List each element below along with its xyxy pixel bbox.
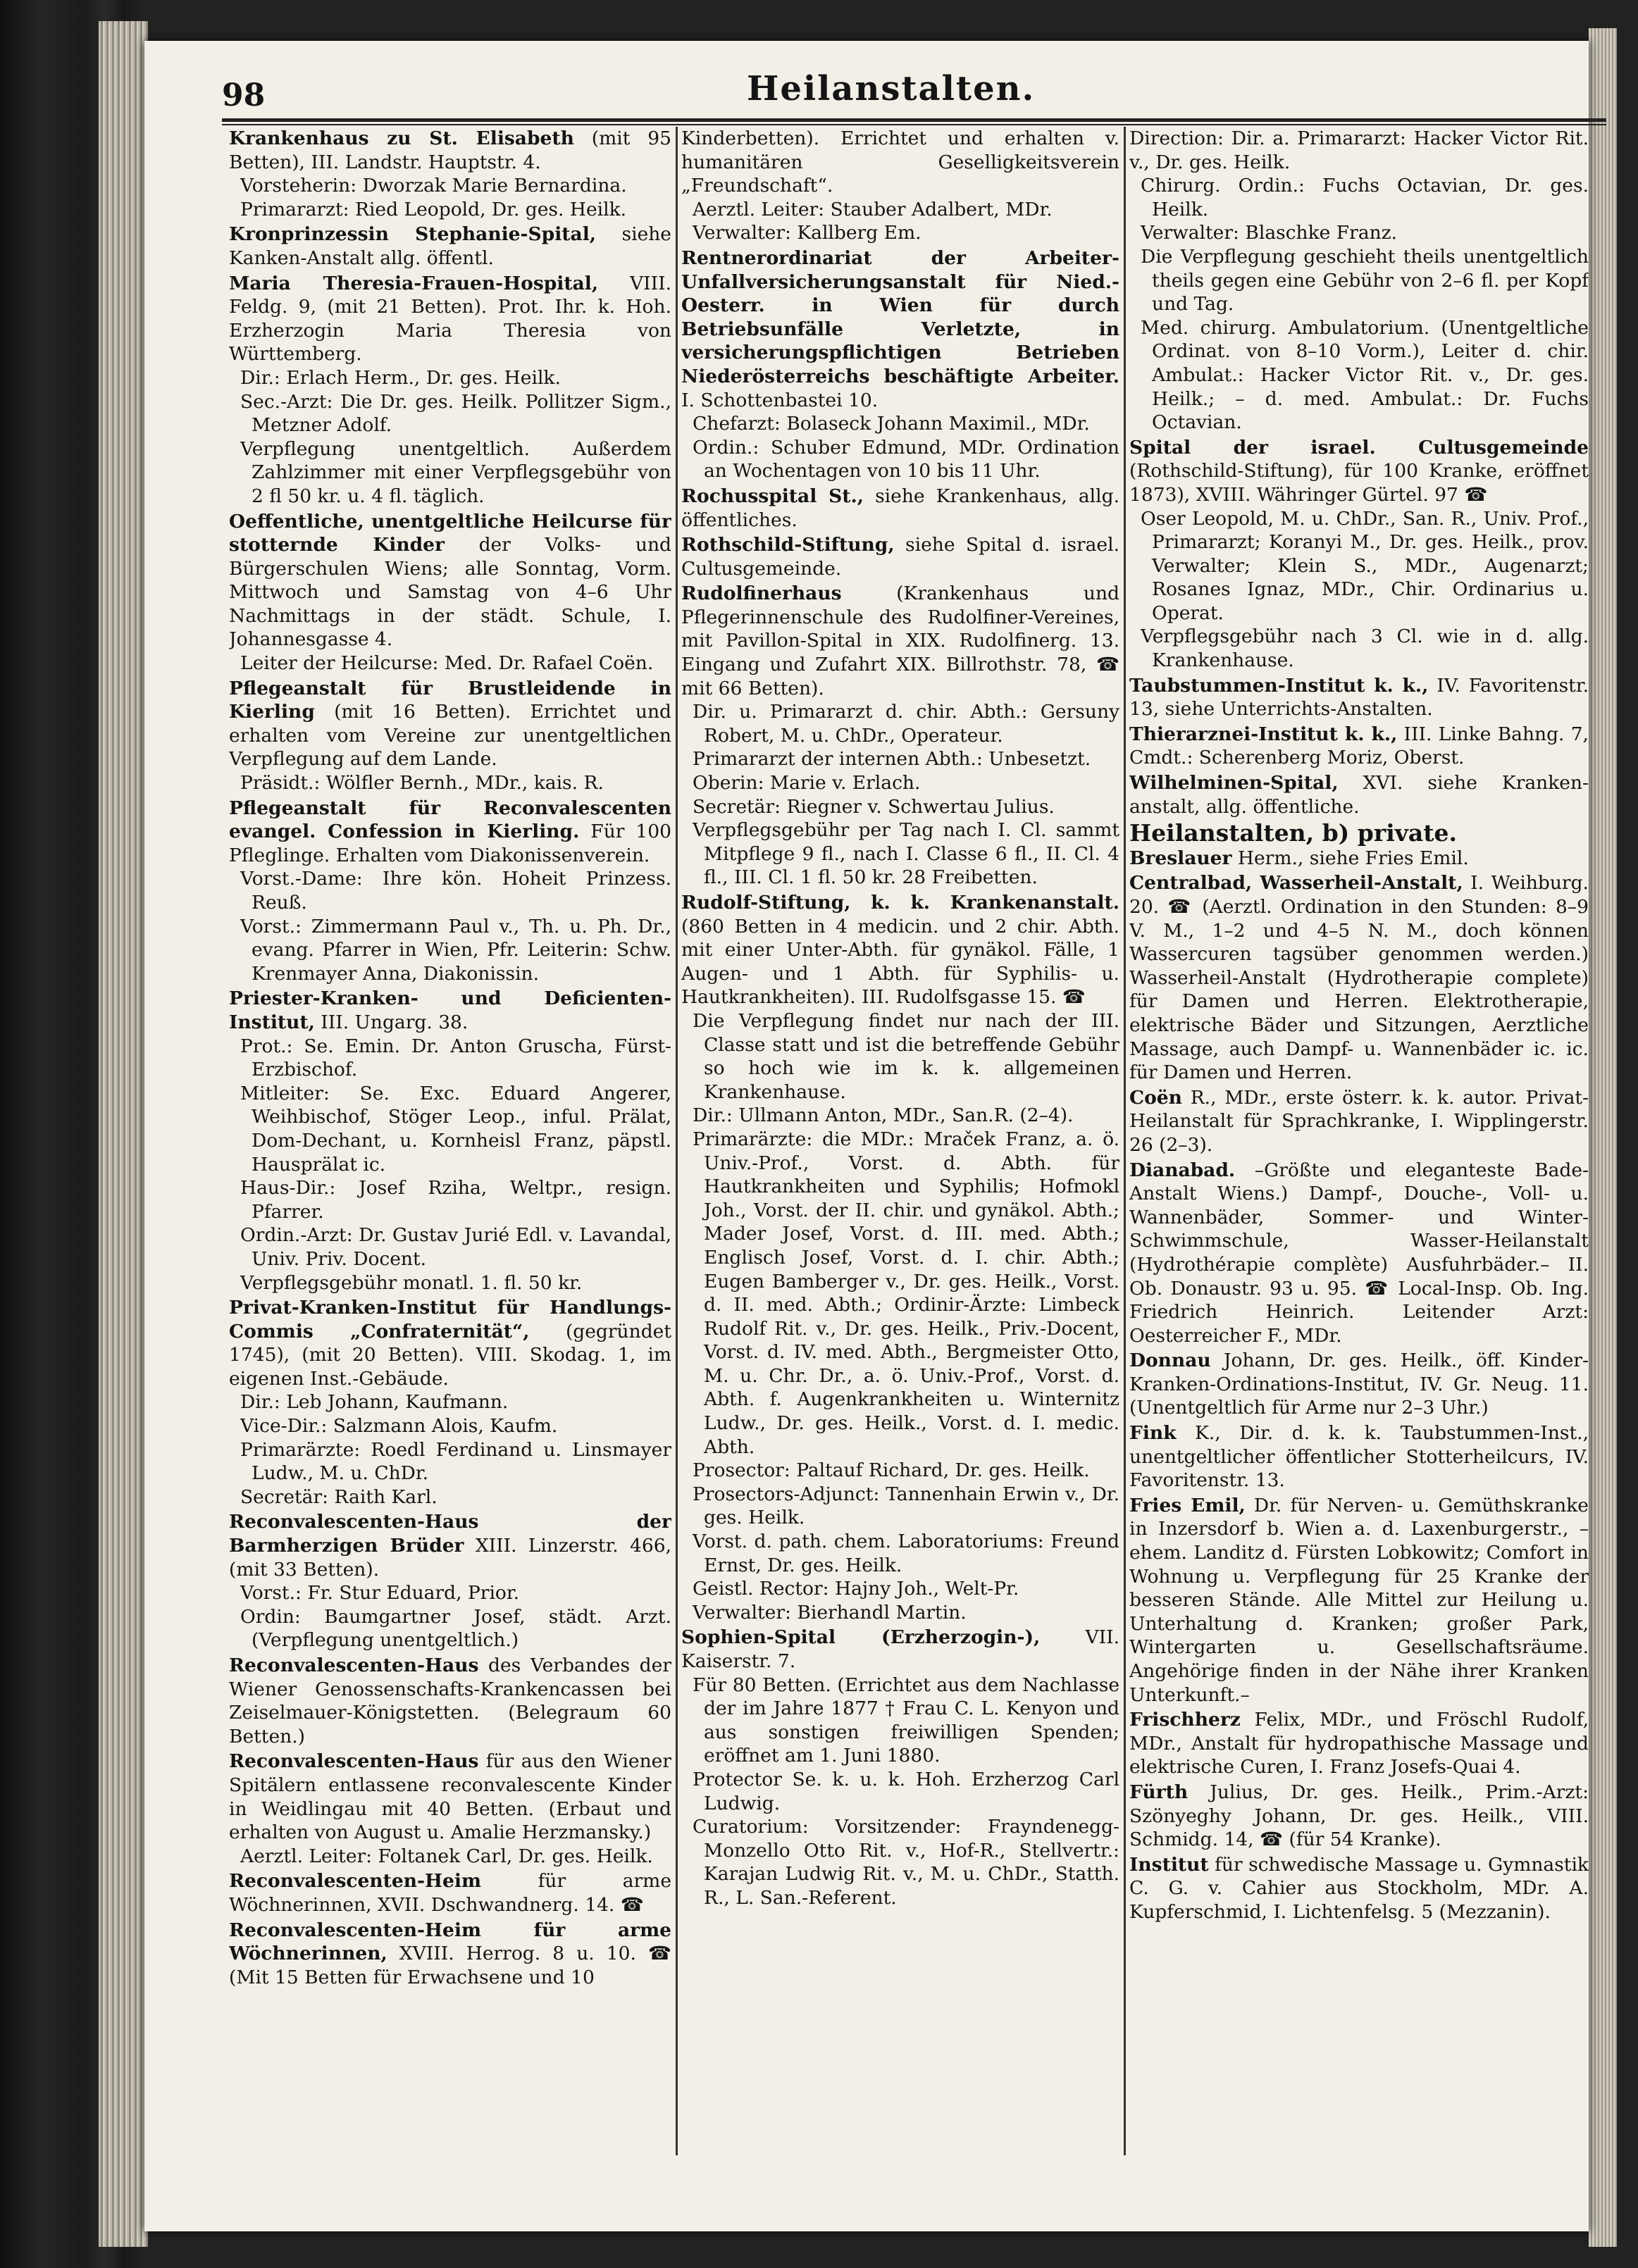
entry-headword: Fürth <box>1129 1781 1189 1803</box>
entry-detail-line: Secretär: Raith Karl. <box>240 1485 438 1508</box>
entry-headword: Dianabad. <box>1129 1159 1236 1181</box>
entry-headword: Oeffentliche, unentgeltliche Heilcurse für stotternde Kinder <box>229 510 671 556</box>
entry-detail-line: Oberin: Marie v. Erlach. <box>693 772 921 795</box>
directory-entry <box>1129 436 1589 673</box>
entry-text: Kinderbetten). Errichtet und erhalten v. humanitären Geselligkeitsverein „Freundschaft“. <box>681 127 1119 197</box>
header-rule <box>222 118 1606 125</box>
directory-entry <box>1129 1349 1589 1420</box>
entry-detail-line: Chefarzt: Bolaseck Johann Maximil., MDr. <box>693 413 1090 435</box>
entry-detail-line: Die Verpflegung findet nur nach der III. Classe statt und ist die betreffende Gebühr so hoch wie im k. k. allgemeinen Krankenhause. <box>693 1009 1119 1103</box>
entry-text: siehe Kanken-Anstalt allg. öffentl. <box>229 223 671 269</box>
entry-detail-line: Oser Leopold, M. u. ChDr., San. R., Univ. Prof., Primararzt; Koranyi M., Dr. ges. Heilk., prov. Verwalter; Klein S., MDr., Augenarzt; Rosanes Ignaz, MDr., Chir. Ordinarius u. Operat. <box>1141 507 1589 624</box>
directory-entry <box>229 1654 671 1748</box>
directory-entry <box>1129 1708 1589 1779</box>
directory-entry <box>1129 1159 1589 1348</box>
directory-entry <box>229 1296 671 1509</box>
directory-entry <box>681 891 1119 1624</box>
entry-headword: Thierarznei-Institut k. k., <box>1129 723 1398 745</box>
directory-entry <box>229 1750 671 1868</box>
entry-detail-line: Primararzt der internen Abth.: Unbesetzt. <box>693 748 1091 771</box>
directory-entry <box>1129 1421 1589 1493</box>
entry-detail-line: Prosector: Paltauf Richard, Dr. ges. Heilk. <box>693 1459 1090 1482</box>
entry-headword: Reconvalescenten-Heim <box>229 1870 482 1893</box>
entry-detail-line: Ordin.: Schuber Edmund, MDr. Ordination an Wochentagen von 10 bis 11 Uhr. <box>693 436 1119 482</box>
directory-entry <box>1129 723 1589 770</box>
directory-entry <box>681 582 1119 890</box>
directory-entry <box>229 1919 671 1990</box>
entry-detail-line: Dir.: Ullmann Anton, MDr., San.R. (2–4). <box>693 1104 1074 1127</box>
entry-detail-line: Med. chirurg. Ambulatorium. (Unentgeltliche Ordinat. von 8–10 Vorm.), Leiter d. chir. Ambulat.: Hacker Victor Rit. v., Dr. ges. Heilk.; – d. med. Ambulat.: Dr. Fuchs Octavian. <box>1141 316 1589 434</box>
entry-text: III. Linke Bahng. 7, Cmdt.: Scherenberg Moriz, Oberst. <box>1129 723 1589 769</box>
entry-detail-line: Secretär: Riegner v. Schwertau Julius. <box>693 795 1055 818</box>
directory-entry <box>229 1510 671 1652</box>
entry-detail-line: Präsidt.: Wölfler Bernh., MDr., kais. R. <box>240 772 604 795</box>
entry-text: (mit 95 Betten), III. Landstr. Hauptstr. 4. <box>229 127 671 173</box>
directory-entry <box>229 127 671 221</box>
directory-entry <box>1129 1494 1589 1707</box>
entry-headword: Taubstummen-Institut k. k., <box>1129 674 1429 697</box>
entry-text: I. Weihburg. 20. ☎ (Aerztl. Ordination in den Stunden: 8–9 V. M., 1–2 und 4–5 N. M., doch können Wassercuren tagsüber genommen werden.) Wasserheil-Anstalt (Hydrotherapie complete) für Damen und Herren. Elektrotherapie, elektrische Bäder und Sitzungen, Aerztliche Massage, auch Dampf- u. Wannenbäder ic. ic. für Damen und Herren. <box>1129 872 1589 1084</box>
directory-entry <box>229 1869 671 1917</box>
entry-detail-line: Vorst.-Dame: Ihre kön. Hoheit Prinzess. Reuß. <box>240 868 671 914</box>
entry-detail-line: Aerztl. Leiter: Stauber Adalbert, MDr. <box>693 198 1053 220</box>
entry-text: VIII. Feldg. 9, (mit 21 Betten). Prot. Ihr. k. Hoh. Erzherzogin Maria Theresia von Württemberg. <box>229 272 671 366</box>
column-rule <box>1124 127 1126 2155</box>
text-column-1 <box>229 127 671 2162</box>
directory-entry <box>1129 1853 1589 1924</box>
entry-text: (Krankenhaus und Pflegerinnenschule des Rudolfiner-Vereines, mit Pavillon-Spital in XIX. Rudolfinerg. 13. Eingang und Zufahrt XIX. Billrothstr. 78, ☎ mit 66 Betten). <box>681 582 1119 699</box>
directory-entry <box>1129 1781 1589 1852</box>
text-column-2 <box>681 127 1119 2162</box>
directory-entry <box>1129 674 1589 721</box>
entry-detail-line: Vorst.: Zimmermann Paul v., Th. u. Ph. Dr., evang. Pfarrer in Wien, Pfr. Leiterin: Schw. Krenmayer Anna, Diakonissin. <box>240 915 671 985</box>
entry-headword: Rochusspital St., <box>681 485 864 507</box>
entry-headword: Donnau <box>1129 1350 1211 1372</box>
entry-headword: Spital der israel. Cultusgemeinde <box>1129 436 1589 459</box>
entry-detail-line: Ordin.-Arzt: Dr. Gustav Jurié Edl. v. Lavandal, Univ. Priv. Docent. <box>240 1224 671 1270</box>
entry-text: XVIII. Herrog. 8 u. 10. ☎ (Mit 15 Betten für Erwachsene und 10 <box>229 1943 671 1988</box>
directory-entry <box>681 127 1119 245</box>
entry-headword: Centralbad, Wasserheil-Anstalt, <box>1129 872 1463 895</box>
directory-entry <box>681 485 1119 532</box>
entry-headword: Krankenhaus zu St. Elisabeth <box>229 127 574 149</box>
entry-headword: Sophien-Spital (Erzherzogin-), <box>681 1626 1041 1649</box>
entry-detail-line: Verwalter: Kallberg Em. <box>693 222 922 244</box>
entry-headword: Reconvalescenten-Haus der Barmherzigen Brüder <box>229 1511 671 1557</box>
entry-text: Direction: Dir. a. Primararzt: Hacker Victor Rit. v., Dr. ges. Heilk. <box>1129 127 1589 173</box>
entry-text: (Rothschild-Stiftung), für 100 Kranke, eröffnet 1873), XVIII. Währinger Gürtel. 97 ☎ <box>1129 460 1589 506</box>
entry-detail-line: Mitleiter: Se. Exc. Eduard Angerer, Weihbischof, Stöger Leop., inful. Prälat, Dom-Dechant, u. Kornheisl Franz, päpstl. Hausprälat ic. <box>240 1082 671 1176</box>
entry-detail-line: Primarärzte: Roedl Ferdinand u. Linsmayer Ludw., M. u. ChDr. <box>240 1438 671 1485</box>
entry-detail-line: Verwalter: Bierhandl Martin. <box>693 1601 967 1624</box>
entry-headword: Institut <box>1129 1853 1209 1876</box>
entry-text: III. Ungarg. 38. <box>314 1011 469 1033</box>
entry-headword: Frischherz <box>1129 1709 1241 1731</box>
entry-detail-line: Chirurg. Ordin.: Fuchs Octavian, Dr. ges. Heilk. <box>1141 175 1589 220</box>
entry-text: für schwedische Massage u. Gymnastik C. G. v. Cahier aus Stockholm, MDr. A. Kupferschmid, I. Lichtenfelsg. 5 (Mezzanin). <box>1129 1853 1589 1923</box>
entry-text: der Volks- und Bürgerschulen Wiens; alle Sonntag, Vorm. Mittwoch und Samstag von 4–6 Uhr Nachmittags in der städt. Schule, I. Johannesgasse 4. <box>229 534 671 651</box>
entry-detail-line: Protector Se. k. u. k. Hoh. Erzherzog Carl Ludwig. <box>693 1768 1119 1814</box>
entry-text: I. Schottenbastei 10. <box>681 389 879 411</box>
entry-detail-line: Vice-Dir.: Salzmann Alois, Kaufm. <box>240 1415 558 1438</box>
section-title: Heilanstalten, b) private. <box>1129 819 1458 847</box>
section-heading <box>1129 821 1589 845</box>
entry-detail-line: Dir.: Leb Johann, Kaufmann. <box>240 1391 509 1414</box>
entry-text: R., MDr., erste österr. k. k. autor. Privat-Heilanstalt für Sprachkranke, I. Wipplingerstr. 26 (2–3). <box>1129 1086 1589 1156</box>
entry-headword: Reconvalescenten-Haus <box>229 1655 479 1676</box>
entry-text: VII. Kaiserstr. 7. <box>681 1626 1119 1672</box>
entry-headword: Rudolf-Stiftung, k. k. Krankenanstalt. <box>681 892 1119 914</box>
entry-detail-line: Verwalter: Blaschke Franz. <box>1141 222 1398 244</box>
entry-text: Felix, MDr., und Fröschl Rudolf, MDr., Anstalt für hydropathische Massage und elektrische Curen, I. Franz Josefs-Quai 4. <box>1129 1709 1589 1778</box>
directory-entry <box>681 533 1119 580</box>
entry-text: IV. Favoritenstr. 13, siehe Unterrichts-Anstalten. <box>1129 674 1589 721</box>
book-page-edges-right <box>1589 28 1617 2247</box>
entry-detail-line: Verpflegsgebühr per Tag nach I. Cl. sammt Mitpflege 9 fl., nach I. Classe 6 fl., II. Cl. 4 fl., III. Cl. 1 fl. 50 kr. 28 Freibetten. <box>693 819 1119 889</box>
directory-entry <box>1129 847 1589 871</box>
entry-detail-line: Primarärzte: die MDr.: Mraček Franz, a. ö. Univ.-Prof., Vorst. d. Abth. für Hautkrankheiten und Syphilis; Hofmokl Joh., Vorst. der II. chir. und gynäkol. Abth.; Mader Josef, Vorst. d. III. med. Abth.; Englisch Josef, Vorst. d. I. chir. Abth.; Eugen Bamberger v., Dr. ges. Heilk., Vorst. d. II. med. Abth.; Ordinir-Ärzte: Limbeck Rudolf Rit. v., Dr. ges. Heilk., Priv.-Docent, Vorst. d. IV. med. Abth., Bergmeister Otto, M. u. Chr. Dr., a. ö. Univ.-Prof., Vorst. d. Abth. f. Augenkrankheiten u. Winternitz Ludw., Dr. ges. Heilk., Vorst. d. I. medic. Abth. <box>693 1128 1119 1458</box>
entry-text: –Größte und eleganteste Bade-Anstalt Wiens.) Dampf-, Douche-, Voll- u. Wannenbäder, Sommer- und Winter-Schwimmschule, Wasser-Heilanstalt (Hydrothérapie complète) Ausfuhrbäder.– II. Ob. Donaustr. 93 u. 95. ☎ Local-Insp. Ob. Ing. Friedrich Heinrich. Leitender Arzt: Oesterreicher F., MDr. <box>1129 1159 1589 1347</box>
entry-text: des Verbandes der Wiener Genossenschafts-Krankencassen bei Zeiselmauer-Königstetten. (Belegraum 60 Betten.) <box>229 1655 671 1747</box>
running-head: Heilanstalten. <box>747 69 1036 108</box>
entry-text: Herm., siehe Fries Emil. <box>1231 847 1469 869</box>
entry-headword: Maria Theresia-Frauen-Hospital, <box>229 272 599 294</box>
directory-entry <box>1129 771 1589 818</box>
text-column-3 <box>1129 127 1589 2162</box>
entry-detail-line: Prot.: Se. Emin. Dr. Anton Gruscha, Fürst-Erzbischof. <box>240 1035 671 1081</box>
entry-headword: Priester-Kranken- und Deficienten-Institut, <box>229 987 671 1033</box>
entry-text: (860 Betten in 4 medicin. und 2 chir. Abth. mit einer Unter-Abth. für gynäkol. Fälle, 1 Augen- und 1 Abth. für Syphilis- u. Hautkrankheiten). III. Rudolfsgasse 15. ☎ <box>681 915 1119 1009</box>
entry-detail-line: Für 80 Betten. (Errichtet aus dem Nachlasse der im Jahre 1877 † Frau C. L. Kenyon und aus sonstigen freiwilligen Spenden; eröffnet am 1. Juni 1880. <box>693 1674 1119 1767</box>
page-number: 98 <box>222 77 266 113</box>
entry-headword: Wilhelminen-Spital, <box>1129 772 1339 795</box>
entry-detail-line: Verpflegsgebühr monatl. 1. fl. 50 kr. <box>240 1271 583 1294</box>
book-page-edges <box>99 21 148 2247</box>
directory-entry <box>229 797 671 986</box>
directory-entry <box>229 677 671 795</box>
entry-headword: Pflegeanstalt für Reconvalescenten evangel. Confession in Kierling. <box>229 797 671 843</box>
entry-detail-line: Aerztl. Leiter: Foltanek Carl, Dr. ges. Heilk. <box>240 1845 653 1867</box>
entry-detail-line: Die Verpflegung geschieht theils unentgeltlich theils gegen eine Gebühr von 2–6 fl. per Kopf und Tag. <box>1141 245 1589 316</box>
entry-headword: Pflegeanstalt für Brustleidende in Kierling <box>229 677 671 723</box>
entry-text: für aus den Wiener Spitälern entlassene reconvalescente Kinder in Weidlingau mit 40 Betten. (Erbaut und erhalten von August u. Amalie Herzmansky.) <box>229 1750 671 1844</box>
entry-headword: Rothschild-Stiftung, <box>681 534 895 556</box>
entry-headword: Rentnerordinariat der Arbeiter-Unfallversicherungsanstalt für Nied.-Oesterr. in Wien für durch Betriebsunfälle Verletzte, in versicherungspflichtigen Betrieben Niederösterreichs beschäftigte Arbeiter. <box>681 247 1119 387</box>
entry-text: (mit 16 Betten). Errichtet und erhalten vom Vereine zur unentgeltlichen Verpflegung auf dem Lande. <box>229 701 671 771</box>
entry-text: für arme Wöchnerinnen, XVII. Dschwandnerg. 14. ☎ <box>229 1870 671 1916</box>
entry-detail-line: Haus-Dir.: Josef Rziha, Weltpr., resign. Pfarrer. <box>240 1177 671 1223</box>
directory-entry <box>1129 127 1589 435</box>
entry-headword: Reconvalescenten-Heim für arme Wöchnerinnen, <box>229 1919 671 1965</box>
entry-detail-line: Vorst. d. path. chem. Laboratoriums: Freund Ernst, Dr. ges. Heilk. <box>693 1531 1119 1576</box>
entry-detail-line: Verpflegung unentgeltlich. Außerdem Zahlzimmer mit einer Verpflegsgebühr von 2 fl 50 kr. u. 4 fl. täglich. <box>240 437 671 507</box>
entry-detail-line: Ordin: Baumgartner Josef, städt. Arzt. (Verpflegung unentgeltlich.) <box>240 1605 671 1652</box>
entry-headword: Rudolfinerhaus <box>681 582 842 605</box>
directory-entry <box>1129 871 1589 1084</box>
entry-text: (gegründet 1745), (mit 20 Betten). VIII. Skodag. 1, im eigenen Inst.-Gebäude. <box>229 1320 671 1390</box>
entry-detail-line: Geistl. Rector: Hajny Joh., Welt-Pr. <box>693 1578 1019 1600</box>
entry-detail-line: Curatorium: Vorsitzender: Frayndenegg-Monzello Otto Rit. v., Hof-R., Stellvertr.: Karajan Ludwig Rit. v., M. u. ChDr., Statth. R., L. San.-Referent. <box>693 1816 1119 1909</box>
directory-entry <box>681 247 1119 483</box>
entry-detail-line: Vorst.: Fr. Stur Eduard, Prior. <box>240 1582 520 1605</box>
entry-text: Johann, Dr. ges. Heilk., öff. Kinder-Kranken-Ordinations-Institut, IV. Gr. Neug. 11. (Unentgeltlich für Arme nur 2–3 Uhr.) <box>1129 1350 1589 1419</box>
entry-headword: Fink <box>1129 1422 1177 1445</box>
entry-text: XIII. Linzerstr. 466, (mit 33 Betten). <box>229 1535 671 1581</box>
entry-text: Dr. für Nerven- u. Gemüthskranke in Inzersdorf b. Wien a. d. Laxenburgerstr., –ehem. Landitz d. Fürsten Lobkowitz; Comfort in Wohnung u. Verpflegung für 25 Kranke der besseren Stände. Alle Mittel zur Heilung u. Unterhaltung d. Kranken; großer Park, Wintergarten u. Gesellschaftsräume. Angehörige finden in der Nähe ihrer Kranken Unterkunft.– <box>1129 1494 1589 1706</box>
directory-entry <box>1129 1086 1589 1157</box>
directory-entry <box>229 510 671 675</box>
directory-entry <box>229 223 671 270</box>
entry-text: XVI. siehe Kranken-anstalt, allg. öffentliche. <box>1129 772 1589 818</box>
entry-text: siehe Krankenhaus, allg. öffentliches. <box>681 485 1119 531</box>
entry-text: Für 100 Pfleglinge. Erhalten vom Diakonissenverein. <box>229 821 671 866</box>
entry-headword: Breslauer <box>1129 847 1232 869</box>
entry-detail-line: Vorsteherin: Dworzak Marie Bernardina. <box>240 175 627 197</box>
entry-headword: Reconvalescenten-Haus <box>229 1750 479 1773</box>
directory-entry <box>229 272 671 509</box>
entry-detail-line: Verpflegsgebühr nach 3 Cl. wie in d. allg. Krankenhause. <box>1141 625 1589 672</box>
entry-detail-line: Dir.: Erlach Herm., Dr. ges. Heilk. <box>240 366 561 389</box>
entry-headword: Coën <box>1129 1086 1182 1109</box>
entry-detail-line: Dir. u. Primararzt d. chir. Abth.: Gersuny Robert, M. u. ChDr., Operateur. <box>693 701 1119 747</box>
entry-detail-line: Prosectors-Adjunct: Tannenhain Erwin v., Dr. ges. Heilk. <box>693 1483 1119 1529</box>
entry-headword: Kronprinzessin Stephanie-Spital, <box>229 223 596 246</box>
entry-detail-line: Sec.-Arzt: Die Dr. ges. Heilk. Pollitzer Sigm., Metzner Adolf. <box>240 390 671 437</box>
entry-detail-line: Primararzt: Ried Leopold, Dr. ges. Heilk. <box>240 198 627 220</box>
entry-text: K., Dir. d. k. k. Taubstummen-Inst., unentgeltlicher öffentlicher Stotterheilcurs, IV. Favoritenstr. 13. <box>1129 1422 1589 1492</box>
entry-detail-line: Leiter der Heilcurse: Med. Dr. Rafael Coën. <box>240 652 654 675</box>
entry-text: Julius, Dr. ges. Heilk., Prim.-Arzt: Szönyeghy Johann, Dr. ges. Heilk., VIII. Schmidg. 14, ☎ (für 54 Kranke). <box>1129 1781 1589 1851</box>
entry-headword: Privat-Kranken-Institut für Handlungs-Commis „Confraternität“, <box>229 1297 671 1342</box>
entry-headword: Fries Emil, <box>1129 1494 1246 1516</box>
directory-entry <box>681 1626 1119 1909</box>
entry-text: siehe Spital d. israel. Cultusgemeinde. <box>681 534 1119 580</box>
column-rule <box>676 127 678 2155</box>
directory-entry <box>229 987 671 1295</box>
